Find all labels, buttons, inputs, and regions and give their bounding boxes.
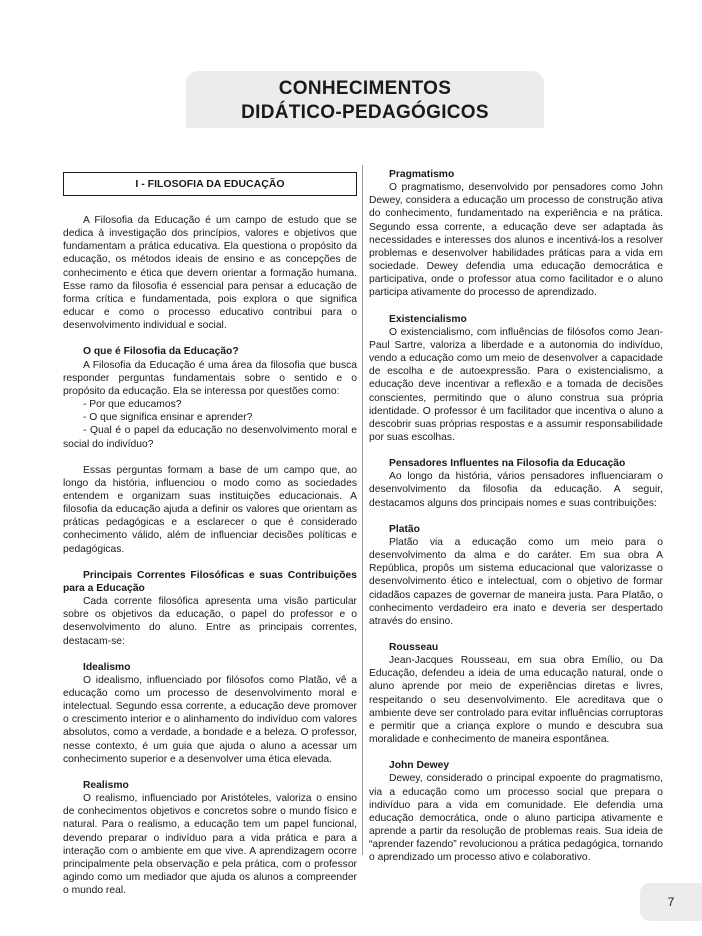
plato-heading: Platão — [389, 523, 420, 535]
realism-heading: Realismo — [83, 779, 129, 791]
realism-paragraph: O realismo, influenciado por Aristóteles, valoriza o ensino de conhecimentos objetivos e concretos sobre o mundo físico e natural. Para o realismo, a educação tem um papel funcional, devendo preparar o indivíduo para a vida prática e para a interação com o ambiente em que vive. A aprendizagem ocorre principalmente pela observação e pela prática, com o professor agindo como um mediador que ajuda os alunos a compreender o mundo real. — [63, 793, 357, 897]
currents-heading: Principais Correntes Filosóficas e suas Contribuições para a Educação — [63, 569, 357, 594]
chapter-title-line2: DIDÁTICO-PEDAGÓGICOS — [241, 102, 489, 123]
idealism-paragraph: O idealismo, influenciado por filósofos como Platão, vê a educação como um processo de desenvolvimento moral e intelectual. Segundo essa corrente, a educação deve promover o crescimento interior e o alinhamento do indivíduo com valores absolutos, como a verdade, a bondade e a beleza. O professor, nesse contexto, é um guia que ajuda o aluno a acessar um conhecimento superior e a desenvolver uma ética elevada. — [63, 674, 357, 765]
rousseau-heading: Rousseau — [389, 642, 439, 653]
existentialism-heading: Existencialismo — [389, 313, 467, 325]
section-title: I - FILOSOFIA DA EDUCAÇÃO — [63, 172, 357, 196]
page-number: 7 — [640, 883, 702, 921]
questions-paragraph: Essas perguntas formam a base de um campo que, ao longo da história, influenciou o modo como as sociedades entendem e organizam suas instituições educacionais. A filosofia da educação ajuda a definir os valores que orientam as práticas pedagógicas e a esclarecer o que é considerado conhecimento válido, além de influenciar decisões políticas e pedagógicas. — [63, 464, 357, 555]
currents-paragraph: Cada corrente filosófica apresenta uma visão particular sobre os objetivos da educação, o papel do professor e o desenvolvimento do aluno. Entre as principais correntes, destacam-se: — [63, 596, 357, 647]
column-divider — [362, 165, 363, 855]
question-item: - Por que educamos? — [83, 399, 182, 411]
existentialism-paragraph: O existencialismo, com influências de filósofos como Jean-Paul Sartre, valoriza a liberdade e a autonomia do indivíduo, vendo a educação como um meio de desenvolver a capacidade de escolha e de autoexpressão. Para o existencialismo, a educação deve incentivar a reflexão e a tomada de decisões conscientes, permitindo que o aluno construa sua própria identidade. O professor é um facilitador que incentiva o aluno a descobrir suas próprias respostas e a assumir responsabilidade por suas escolhas. — [369, 326, 663, 443]
thinkers-heading: Pensadores Influentes na Filosofia da Educação — [389, 458, 626, 470]
pragmatism-paragraph: O pragmatismo, desenvolvido por pensadores como John Dewey, considera a educação um processo de construção ativa do conhecimento, fundamentado na experiência e na prática. Segundo essa corrente, a educação deve ser adaptada às necessidades e interesses dos alunos e incentivá-los a resolver problemas e desenvolver habilidades práticas para a vida em sociedade. Dewey defendia uma educação democrática e participativa, onde o professor atua como facilitador e o aluno participa ativamente do processo de aprendizado. — [369, 182, 663, 299]
plato-paragraph: Platão via a educação como um meio para o desenvolvimento da alma e do caráter. Em sua obra A República, propôs um sistema educacional que valorizasse o desenvolvimento ético e intelectual, com o objetivo de formar cidadãos capazes de governar de maneira justa. Para Platão, o conhecimento verdadeiro era inato e deveria ser despertado através do ensino. — [369, 536, 663, 627]
chapter-header — [186, 71, 544, 128]
what-paragraph: A Filosofia da Educação é uma área da filosofia que busca responder perguntas fundamentais sobre o sentido e o propósito da educação. Ela se interessa por questões como: — [63, 359, 357, 397]
chapter-title-line1: CONHECIMENTOS — [278, 78, 452, 99]
idealism-heading: Idealismo — [83, 661, 131, 673]
dewey-heading: John Dewey — [389, 760, 450, 772]
right-column — [369, 168, 663, 865]
intro-paragraph: A Filosofia da Educação é um campo de estudo que se dedica à investigação dos princípios, valores e objetivos que fundamentam a prática educativa. Ela questiona o propósito da educação, os métodos ideais de ensino e as concepções de conhecimento e ética que devem orientar a formação humana. Esse ramo da filosofia é essencial para pensar a educação de forma crítica e fundamentada, pois explora o que significa educar e como o processo educativo contribui para o desenvolvimento individual e social. — [63, 215, 357, 332]
rousseau-paragraph: Jean-Jacques Rousseau, em sua obra Emílio, ou Da Educação, defendeu a ideia de uma educação natural, onde o aluno aprende por meio de experiências diretas e livres, respeitando o seu desenvolvimento. Ele acreditava que o ambiente deve ser controlado para evitar influências corruptoras e permitir que a criança explore o mundo e descubra sua moralidade e conhecimento de maneira espontânea. — [369, 655, 663, 746]
question-item: - Qual é o papel da educação no desenvolvimento moral e social do indivíduo? — [63, 425, 357, 450]
thinkers-paragraph: Ao longo da história, vários pensadores influenciaram o desenvolvimento da filosofia da educação. A seguir, destacamos alguns dos principais nomes e suas contribuições: — [369, 471, 663, 509]
pragmatism-heading: Pragmatismo — [389, 169, 455, 180]
what-heading: O que é Filosofia da Educação? — [83, 346, 239, 358]
question-item: - O que significa ensinar e aprender? — [83, 412, 253, 424]
dewey-paragraph: Dewey, considerado o principal expoente do pragmatismo, via a educação como um processo social que prepara o indivíduo para a vida em comunidade. Ele defendia uma educação democrática, onde o aluno participa ativamente e aprende a partir da resolução de problemas reais. Sua ideia de “aprender fazendo” revolucionou a prática pedagógica, tornando o aprendizado um processo ativo e colaborativo. — [369, 773, 663, 864]
left-column — [63, 168, 357, 897]
